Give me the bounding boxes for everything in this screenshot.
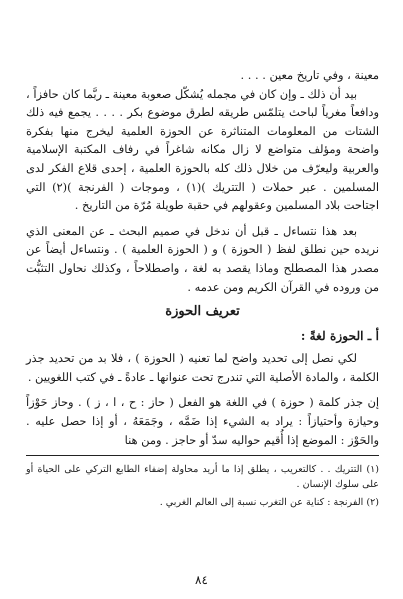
body-paragraph-2: بيد أن ذلك ـ وإن كان في مجمله يُشكّل صعوبة معينة ـ ربَّما كان حافزاً ، ودافعاً مغرياً لباحث يتلمّس طريقه لطرق موضوع بكر . . . . يجمع فيه ذلك الشتات من المعلومات المتناثرة عن الحوزة العلمية ليخرج منها بفكرة واضحة ومؤلف متواضع لا زال مكانه شاغراً في رفاف المكتبة الإسلامية والعربية وليعرّف من خلال ذلك كله بالحوزة العلمية ، إحدى قلاع الفكر لدى المسلمين . عبر حملات ( التتريك )(١) ، وموجات ( الفرنجة )(٢) التي اجتاحت بلاد المسلمين وعقولهم في حقبة طويلة مُرّة من التاريخ . bbox=[26, 86, 379, 213]
footnote-1: (١) التتريك . . كالتعريب ، يطلق إذا ما أريد محاولة إضفاء الطابع التركي على الحياة أو على سلوك الإنسان . bbox=[26, 464, 379, 491]
page-number: ٨٤ bbox=[195, 573, 208, 587]
section-title: تعريف الحوزة bbox=[165, 304, 240, 320]
body-paragraph-4: لكي نصل إلى تحديد واضح لما تعنيه ( الحوزة ) ، فلا بد من تحديد جذر الكلمة ، والمادة الأصلية التي تندرج تحت عنوانها ـ عادةً ـ في كتب اللغويين . bbox=[26, 351, 379, 384]
footnote-divider bbox=[26, 455, 379, 456]
body-paragraph-1: معينة ، وفي تاريخ معين . . . . bbox=[240, 68, 379, 82]
body-paragraph-3: بعد هذا نتساءل ـ قبل أن ندخل في صميم البحث ـ عن المعنى الذي نريده حين نطلق لفظ ( الحوزة ) و ( الحوزة العلمية ) . ونتساءل أيضاً عن مصدر هذا المصطلح وماذا يقصد به لغة ، واصطلاحاً ، وكذلك نحاول التثبُّت من وروده في القرآن الكريم ومن عدمه . bbox=[26, 223, 379, 294]
body-paragraph-5: إن جذر كلمة ( حوزة ) في اللغة هو الفعل ( حاز : ح ، ا ، ز ) . وحاز حَوْزاً وحيازة وأحتيازاً : يراد به الشيء إذا ضَمَّه ، وجَمَعَهُ ، أو إذا حصل عليه . والحَوْز : الموضع إذا أُقيم حواليه سدّ أو حاجز . ومن هنا bbox=[26, 395, 379, 447]
subheading: أ ـ الحوزة لغةً : bbox=[300, 329, 379, 344]
footnote-2: (٢) الفرنجة : كناية عن التغرب نسبة إلى العالم الغربي . bbox=[159, 497, 379, 509]
